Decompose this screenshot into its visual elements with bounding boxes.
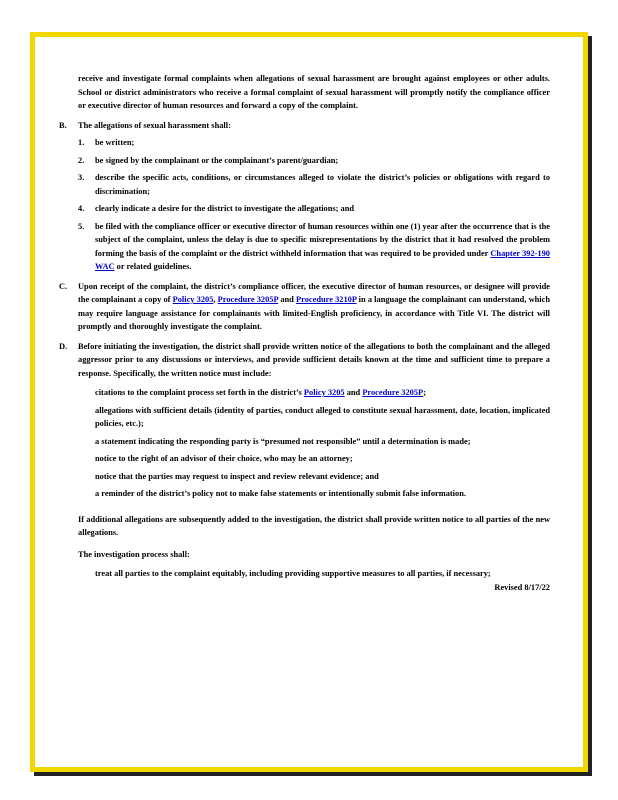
list-text: be signed by the complainant or the complainant’s parent/guardian;	[95, 155, 339, 165]
revised-date: Revised 8/17/22	[494, 583, 550, 592]
list-text: describe the specific acts, conditions, or circumstances alleged to violate the district’s policies or obligations with regard to discrimination;	[95, 173, 550, 196]
list-text: be written;	[95, 138, 135, 147]
section-c-text-end: in a language the complainant can understand, which may require language assistance for complainants with limited-English proficiency, in accordance with Title VI. The district will promptly and thoroughly investigate the complaint.	[78, 295, 551, 331]
section-d	[59, 340, 550, 581]
page-frame	[30, 32, 588, 772]
section-d-label: D.	[59, 341, 68, 351]
bullet-text: treat all parties to the complaint equitably, including providing supportive measures to all parties, if necessary;	[95, 569, 491, 578]
intro-paragraph: receive and investigate formal complaints when allegations of sexual harassment are brought against employees or other adults. School or district administrators who receive a formal complaint of sexual harassment will promptly notify the compliance officer or executive director of human resources and forward a copy of the complaint.	[78, 74, 550, 110]
list-item	[78, 386, 550, 400]
list-item	[78, 487, 550, 501]
list-item	[78, 452, 550, 466]
list-number: 4.	[78, 204, 85, 213]
separator: and	[280, 295, 294, 304]
section-c	[59, 280, 551, 334]
bullet-text: notice to the right of an advisor of their choice, who may be an attorney;	[95, 454, 353, 463]
bullet-text: a reminder of the district’s policy not to make false statements or intentionally submit false information.	[95, 489, 466, 498]
section-b	[59, 119, 550, 274]
separator: ,	[213, 295, 216, 304]
list-number: 5.	[78, 221, 85, 231]
list-item	[78, 567, 550, 581]
policy-3205-link[interactable]: Policy 3205	[303, 388, 345, 397]
list-text: clearly indicate a desire for the district to investigate the allegations; and	[95, 204, 355, 213]
section-b-heading: The allegations of sexual harassment shall:	[78, 120, 231, 130]
list-item	[78, 171, 550, 198]
bullet-text: a statement indicating the responding party is “presumed not responsible” until a determination is made;	[95, 436, 471, 446]
bullet-text: notice that the parties may request to inspect and review relevant evidence; and	[95, 471, 379, 481]
list-item	[78, 136, 550, 150]
process-bullet-list	[78, 567, 550, 581]
section-c-label: C.	[59, 281, 68, 291]
list-number: 1.	[78, 138, 85, 147]
section-c-text: Upon receipt of the complaint, the district’s compliance officer, the executive director of human resources, or designee will provide the complainant a copy of	[78, 281, 550, 304]
additional-allegations-text: If additional allegations are subsequently added to the investigation, the district shall provide written notice to all parties of the new allegations.	[78, 514, 550, 537]
procedure-3210p-link[interactable]: Procedure 3210P	[296, 295, 357, 304]
separator: and	[346, 388, 361, 397]
bullet-text: allegations with sufficient details (identity of parties, conduct alleged to constitute sexual harassment, date, location, implicated policies, etc.);	[95, 405, 550, 428]
section-b-label: B.	[59, 120, 67, 130]
list-item	[78, 220, 550, 274]
document-body	[59, 72, 551, 592]
list-text: be filed with the compliance officer or executive director of human resources within one (1) year after the occurrence that is the subject of the complaint, unless the delay is due to specific misrepresentations by the district that it had resolved the problem forming the basis of the complaint or the district withheld information that was required to be provided under	[95, 221, 550, 258]
list-item	[78, 435, 550, 449]
section-b-list	[78, 136, 550, 274]
procedure-3205p-link[interactable]: Procedure 3205P	[217, 295, 279, 304]
process-heading: The investigation process shall:	[78, 549, 190, 559]
notice-bullet-list	[78, 386, 550, 501]
bullet-text: citations to the complaint process set forth in the district’s	[95, 388, 302, 397]
list-item	[78, 154, 550, 168]
list-item	[78, 470, 550, 484]
list-text-end: or related guidelines.	[116, 262, 192, 271]
list-number: 2.	[78, 155, 85, 165]
section-d-text: Before initiating the investigation, the district shall provide written notice of the allegations to both the complainant and the alleged aggressor prior to any discussions or interviews, and provide sufficient details known at the time and sufficient time to prepare a response. Specifically, the written notice must include:	[78, 341, 550, 378]
wac-chapter-link[interactable]: Chapter 392-190 WAC	[95, 248, 550, 271]
list-item	[78, 404, 550, 431]
list-item	[78, 202, 550, 216]
list-number: 3.	[78, 173, 85, 182]
procedure-3205p-link[interactable]: Procedure 3205P	[362, 388, 424, 397]
policy-3205-link[interactable]: Policy 3205	[172, 295, 214, 304]
separator: ;	[423, 388, 426, 397]
